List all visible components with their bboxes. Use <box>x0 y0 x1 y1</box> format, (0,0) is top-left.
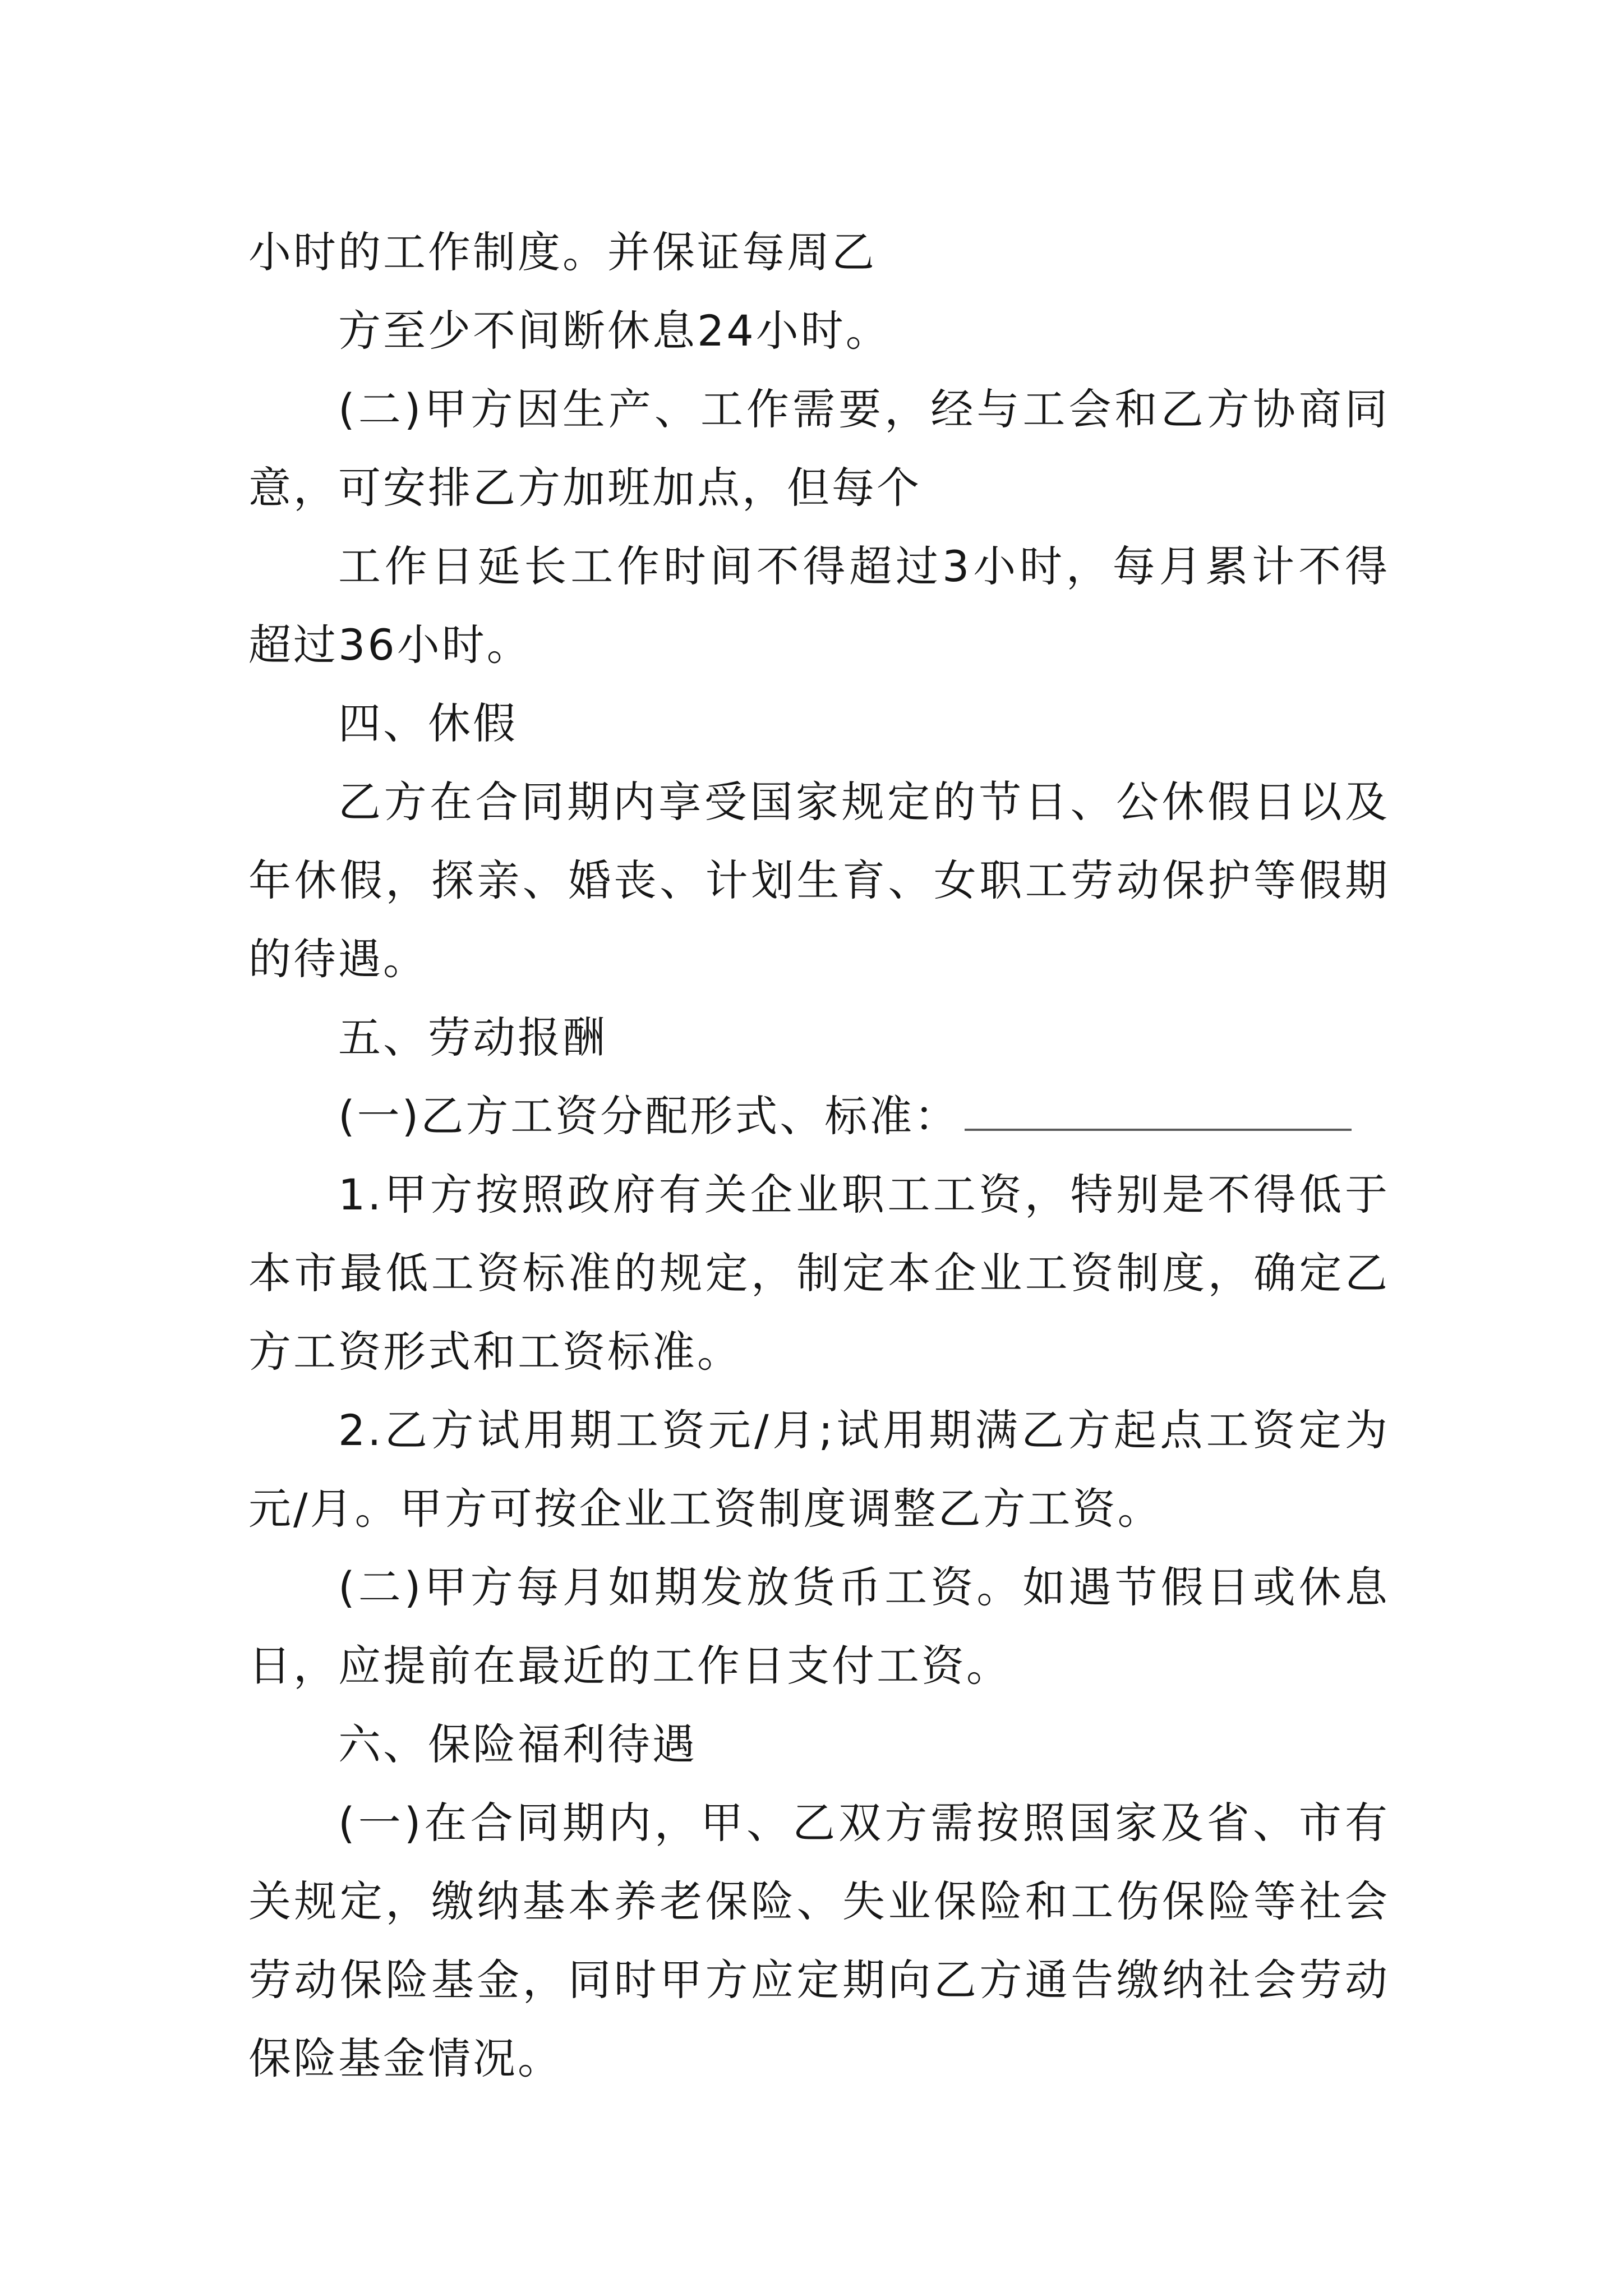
paragraph-wage-form <box>248 1077 1390 1156</box>
document-body <box>248 213 1390 2098</box>
paragraph-rest-24h: 方至少不间断休息24小时。 <box>338 306 891 356</box>
paragraph-payment-schedule: (二)甲方每月如期发放货币工资。如遇节假日或休息日，应提前在最近的工作日支付工资。 <box>248 1562 1390 1691</box>
section-heading-insurance: 六、保险福利待遇 <box>338 1719 697 1769</box>
paragraph-overtime: (二)甲方因生产、工作需要，经与工会和乙方协商同意，可安排乙方加班加点，但每个 <box>248 384 1390 513</box>
paragraph-workweek-end: 小时的工作制度。并保证每周乙 <box>248 227 877 277</box>
section-heading-remuneration: 五、劳动报酬 <box>338 1013 607 1062</box>
paragraph-wage-standard: 1.甲方按照政府有关企业职工工资，特别是不得低于本市最低工资标准的规定，制定本企业工资制度，确定乙方工资形式和工资标准。 <box>248 1170 1390 1377</box>
section-heading-leave: 四、休假 <box>338 698 518 748</box>
paragraph-social-insurance: (一)在合同期内，甲、乙双方需按照国家及省、市有关规定，缴纳基本养老保险、失业保险和工伤保险等社会劳动保险基金，同时甲方应定期向乙方通告缴纳社会劳动保险基金情况。 <box>248 1798 1390 2083</box>
fill-in-blank <box>965 1095 1352 1131</box>
paragraph-probation-wage: 2.乙方试用期工资元/月;试用期满乙方起点工资定为元/月。甲方可按企业工资制度调整乙方工资。 <box>248 1405 1390 1534</box>
wage-form-label: (一)乙方工资分配形式、标准： <box>338 1091 960 1141</box>
paragraph-overtime-limit: 工作日延长工作时间不得超过3小时，每月累计不得超过36小时。 <box>248 541 1390 670</box>
paragraph-leave: 乙方在合同期内享受国家规定的节日、公休假日以及年休假，探亲、婚丧、计划生育、女职工劳动保护等假期的待遇。 <box>248 777 1390 984</box>
